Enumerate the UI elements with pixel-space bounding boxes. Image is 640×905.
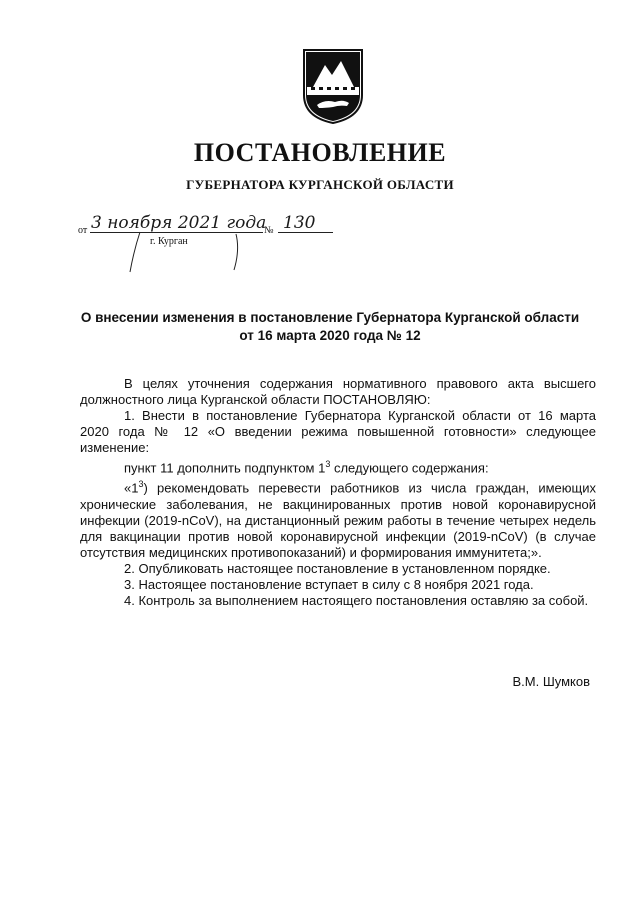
city-label: г. Курган <box>150 236 188 247</box>
handwritten-number: 130 <box>283 213 316 233</box>
paragraph-item-2: 2. Опубликовать настоящее постановление в установленном порядке. <box>124 560 551 576</box>
number-label: № <box>264 225 274 236</box>
date-number-block <box>78 215 348 275</box>
paragraph-subclause-text: «$1^3$) рекомендовать перевести работников из числа граждан, имеющих хронические заболевания, не вакцинированных против новой коронавирусной инфекции (2019-nCoV), на дистанционный режим работы в течение четырех недель для вакцинации против новой коронавирусной инфекции (2019-nCoV) (в случае отсутствия медицинских противопоказаний) и формирования иммунитета;». <box>80 479 596 560</box>
subject-line-1: О внесении изменения в постановление Губернатора Курганской области <box>80 310 580 325</box>
coat-of-arms-icon <box>301 47 365 125</box>
paragraph-item-1: 1. Внести в постановление Губернатора Курганской области от 16 марта 2020 года № 12 «О введении режима повышенной готовности» следующее изменение: <box>80 408 596 455</box>
paragraph-item-4: 4. Контроль за выполнением настоящего постановления оставляю за собой. <box>124 592 589 608</box>
paragraph-item-3: 3. Настоящее постановление вступает в силу с 8 ноября 2021 года. <box>124 576 534 592</box>
handwriting-stroke <box>128 230 248 275</box>
signature-name: В.М. Шумков <box>512 674 590 689</box>
subject-heading <box>60 309 600 345</box>
number-underline <box>278 232 333 233</box>
document-title: ПОСТАНОВЛЕНИЕ <box>193 138 447 167</box>
paragraph-subclause-intro: пункт 11 дополнить подпунктом $1^3$ следующего содержания: <box>124 459 489 476</box>
date-from-label: от <box>78 225 88 236</box>
handwritten-date: 3 ноября 2021 года <box>91 213 267 233</box>
paragraph-preamble: В целях уточнения содержания нормативного правового акта высшего должностного лица Курганской области ПОСТАНОВЛЯЮ: <box>80 376 596 407</box>
body-text <box>80 376 596 609</box>
issuer-heading: ГУБЕРНАТОРА КУРГАНСКОЙ ОБЛАСТИ <box>186 177 454 192</box>
subject-line-2: от 16 марта 2020 года № 12 <box>239 328 421 343</box>
